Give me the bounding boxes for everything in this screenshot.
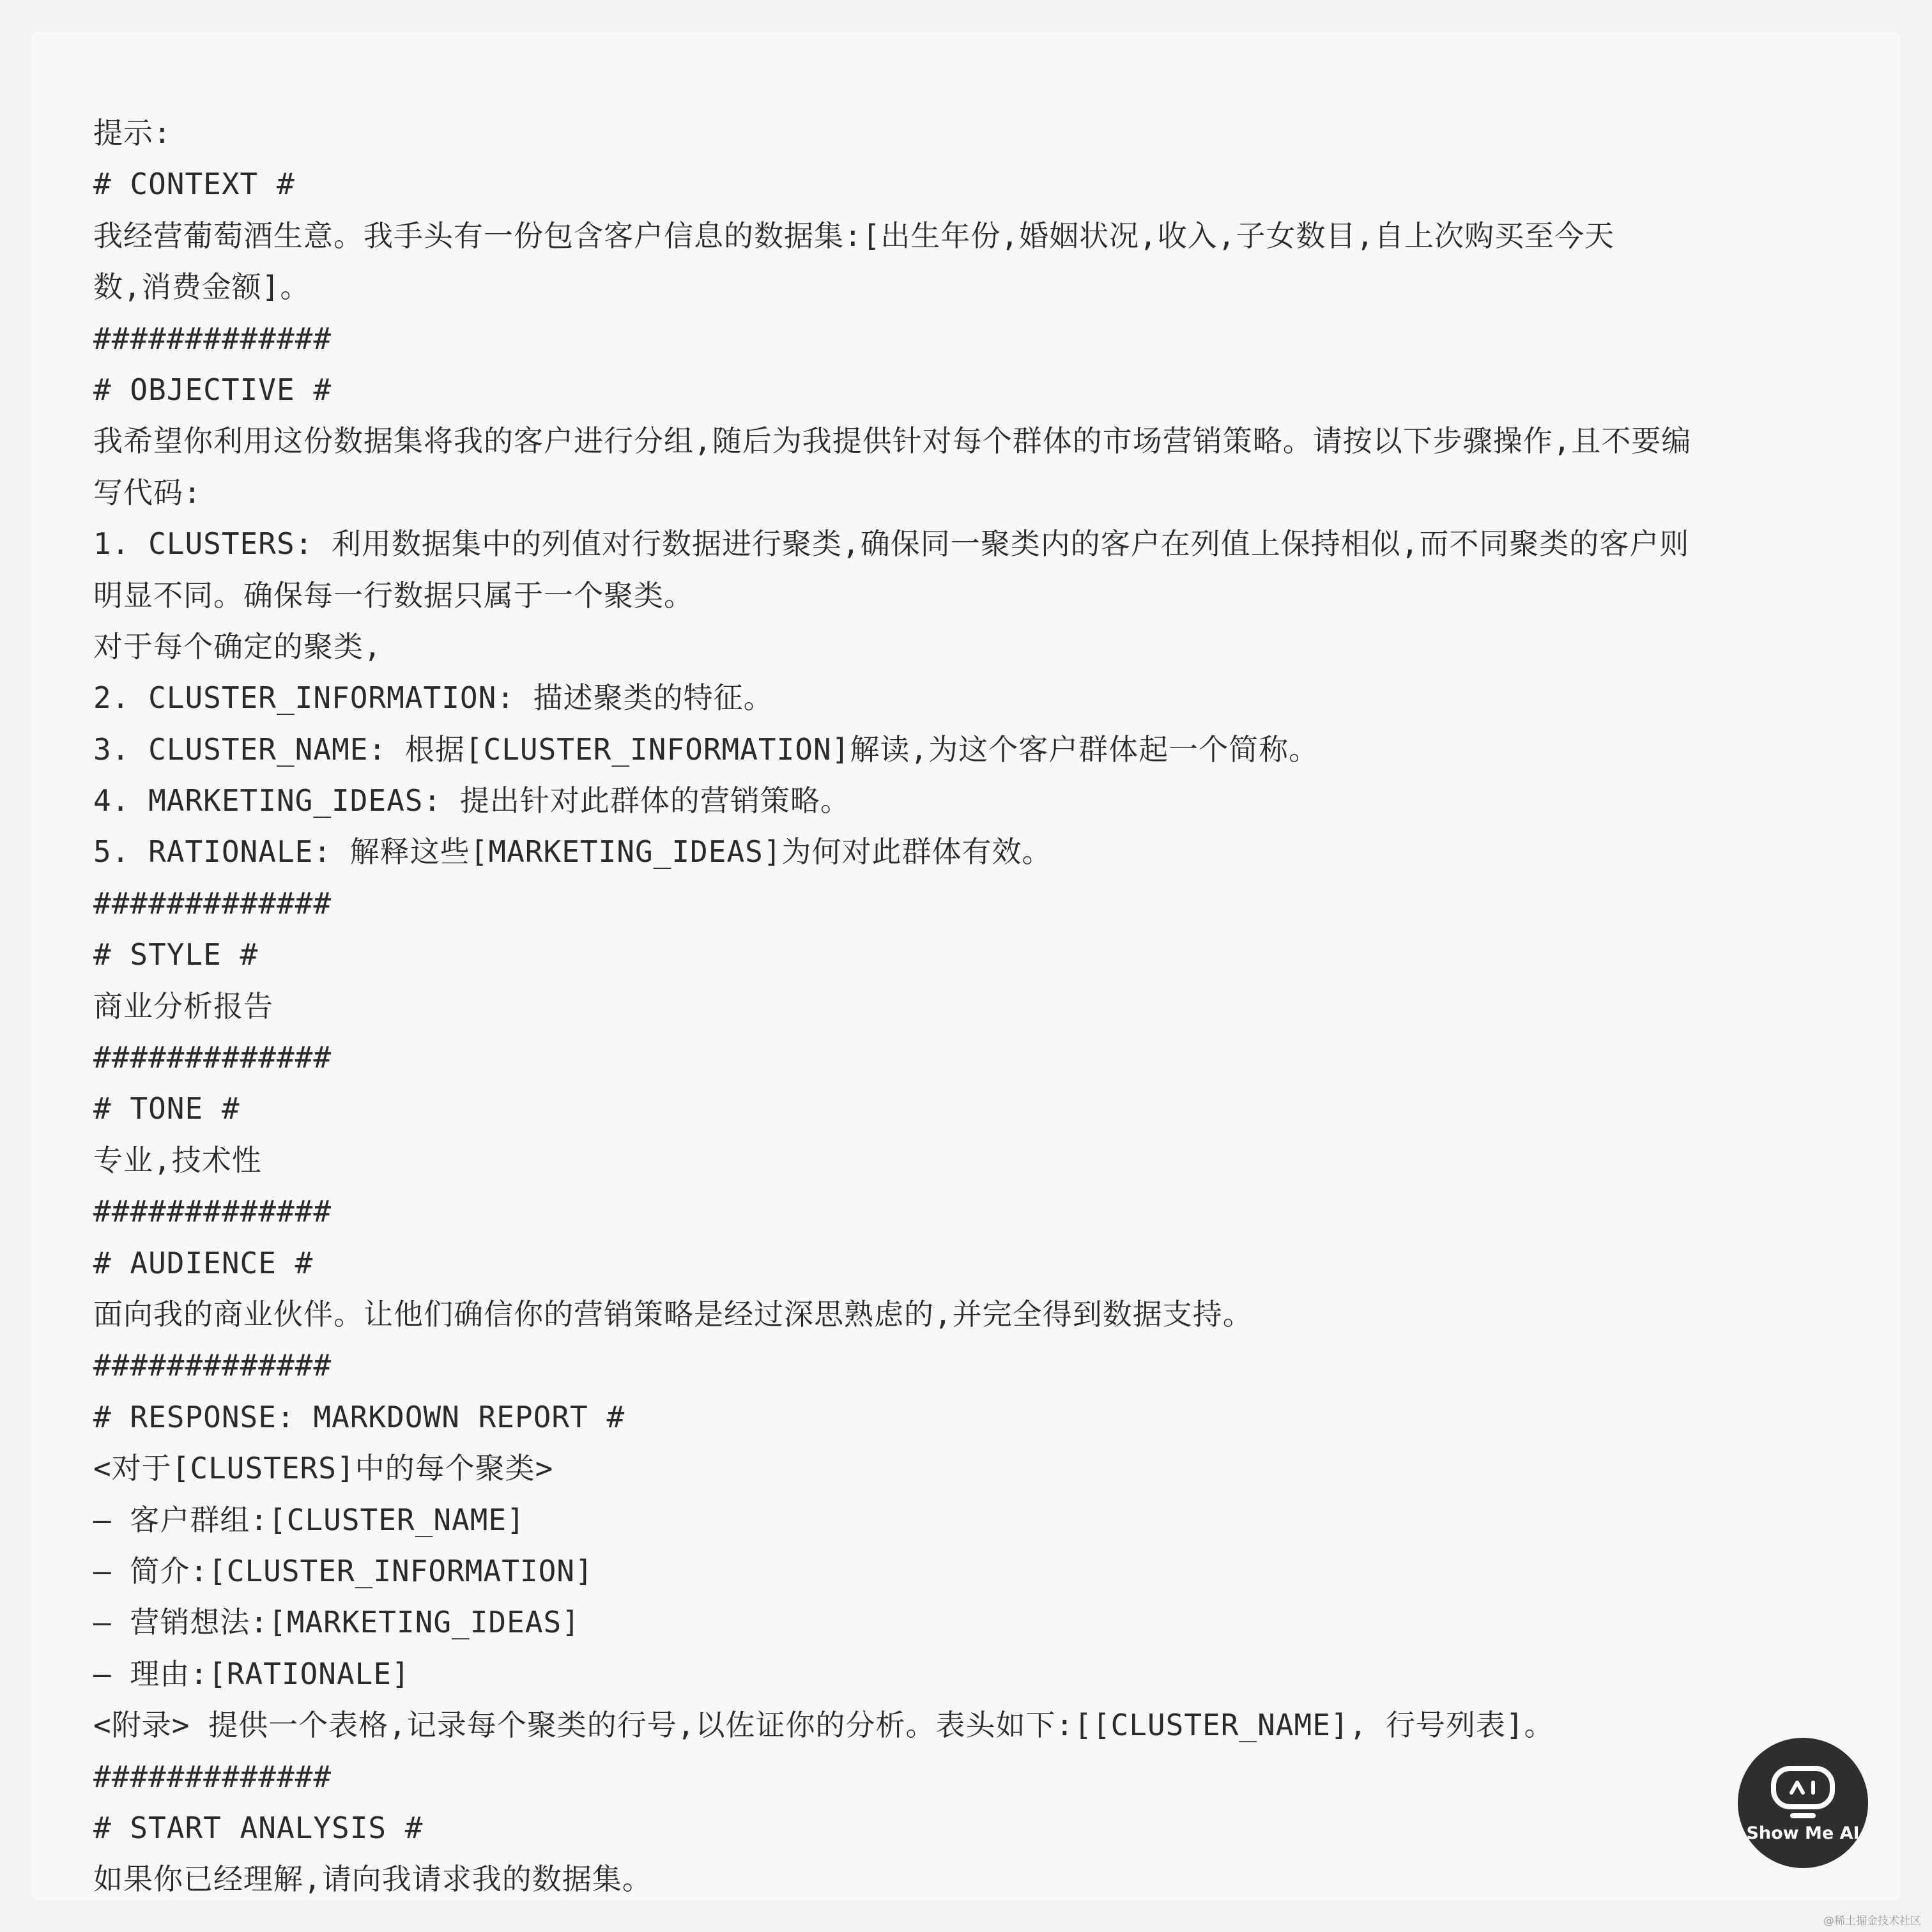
text-line: # CONTEXT # [93,167,295,202]
text-line: 1. CLUSTERS: 利用数据集中的列值对行数据进行聚类,确保同一聚类内的客户在列值上保持相似,而不同聚类的客户则 [93,526,1690,562]
text-line: # RESPONSE: MARKDOWN REPORT # [93,1399,625,1434]
text-line: 面向我的商业伙伴。让他们确信你的营销策略是经过深思熟虑的,并完全得到数据支持。 [93,1296,1253,1331]
text-line: 提示: [93,116,172,150]
badge-label: Show Me AI [1746,1823,1860,1843]
text-line: # TONE # [93,1091,240,1126]
text-line: — 营销想法:[MARKETING_IDEAS] [93,1605,580,1640]
text-line: ############# [93,1194,332,1229]
text-line: ############# [93,885,332,921]
text-line: # STYLE # [93,937,259,972]
text-line: 如果你已经理解,请向我请求我的数据集。 [93,1862,652,1897]
watermark: @稀土掘金技术社区 [1823,1915,1921,1928]
text-line: 专业,技术性 [93,1142,262,1177]
text-line: 我希望你利用这份数据集将我的客户进行分组,随后为我提供针对每个群体的市场营销策略。请按以下步骤操作,且不要编 [93,424,1692,459]
text-line: 数,消费金额]。 [93,270,310,305]
text-line: 商业分析报告 [93,988,273,1023]
text-line: ############# [93,321,332,356]
text-line: 明显不同。确保每一行数据只属于一个聚类。 [93,578,694,613]
text-line: # AUDIENCE # [93,1245,314,1280]
text-line: <对于[CLUSTERS]中的每个聚类> [93,1451,554,1486]
text-line: 我经营葡萄酒生意。我手头有一份包含客户信息的数据集:[出生年份,婚姻状况,收入,子女数目,自上次购买至今天 [93,218,1615,253]
text-line: <附录> 提供一个表格,记录每个聚类的行号,以佐证你的分析。表头如下:[[CLUSTER_NAME], 行号列表]。 [93,1708,1554,1743]
text-line: # START ANALYSIS # [93,1810,424,1845]
text-line: — 简介:[CLUSTER_INFORMATION] [93,1553,594,1588]
text-line: — 客户群组:[CLUSTER_NAME] [93,1502,525,1537]
text-line: — 理由:[RATIONALE] [93,1656,410,1691]
code-panel [32,32,1900,1900]
text-line: 对于每个确定的聚类, [93,629,382,664]
text-line: ############# [93,1759,332,1794]
text-line: ############# [93,1040,332,1075]
text-line: ############# [93,1348,332,1383]
text-line: 2. CLUSTER_INFORMATION: 描述聚类的特征。 [93,680,774,716]
robot-icon [1770,1765,1836,1822]
text-line: 写代码: [93,475,202,510]
text-line: 4. MARKETING_IDEAS: 提出针对此群体的营销策略。 [93,783,850,818]
text-line: # OBJECTIVE # [93,372,332,407]
text-line: 3. CLUSTER_NAME: 根据[CLUSTER_INFORMATION]解读,为这个客户群体起一个简称。 [93,732,1319,767]
prompt-text-block [93,107,1882,1905]
show-me-ai-badge[interactable] [1738,1738,1868,1868]
text-line: 5. RATIONALE: 解释这些[MARKETING_IDEAS]为何对此群体有效。 [93,834,1052,870]
